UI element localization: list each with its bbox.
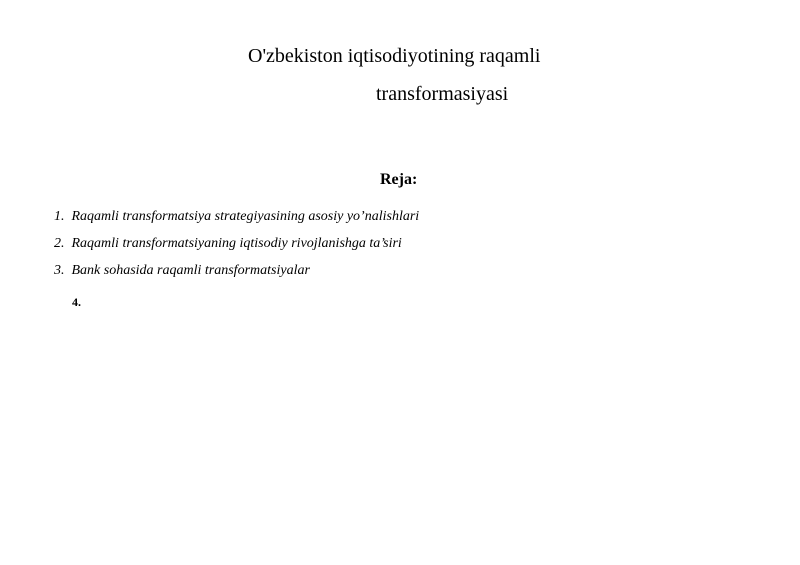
plan-item-number: 3. [54, 263, 65, 278]
plan-item-number: 1. [54, 209, 65, 224]
plan-item-text: Raqamli transformatsiya strategiyasining asosiy yo’nalishlari [71, 209, 420, 224]
plan-item [54, 208, 419, 235]
plan-item-text: Raqamli transformatsiyaning iqtisodiy rivojlanishga ta’siri [71, 236, 402, 251]
plan-item-4-number: 4. [72, 295, 81, 309]
plan-list [54, 208, 419, 289]
plan-item [54, 262, 419, 289]
plan-item-text: Bank sohasida raqamli transformatsiyalar [71, 263, 310, 278]
plan-heading: Reja: [380, 171, 418, 188]
document-title-line-1: O'zbekiston iqtisodiyotining raqamli [248, 45, 541, 67]
document-title-line-2: transformasiyasi [376, 83, 509, 105]
plan-item [54, 235, 419, 262]
plan-item-number: 2. [54, 236, 65, 251]
